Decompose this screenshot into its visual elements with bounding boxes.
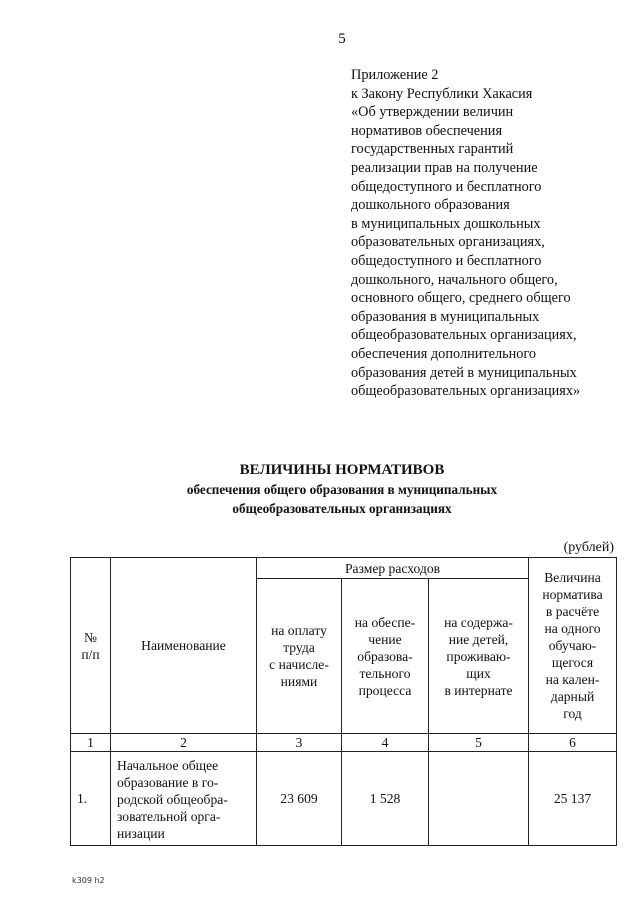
header-expenses-group: Размер расходов <box>257 558 529 579</box>
header-boarding-line: в интернате <box>444 682 513 698</box>
appendix-line: дошкольного, начального общего, <box>351 271 558 288</box>
row-name-line: низации <box>117 826 165 841</box>
appendix-line: дошкольного образования <box>351 197 510 214</box>
appendix-line: нормативов обеспечения <box>351 122 503 139</box>
header-boarding <box>429 579 529 734</box>
header-process-line: тельного <box>359 665 411 681</box>
header-norm-line: обучаю- <box>548 638 597 653</box>
header-norm-line: на одного <box>544 621 601 636</box>
header-boarding-line: проживаю- <box>446 648 511 664</box>
header-norm-line: щегося <box>551 655 594 670</box>
header-process <box>342 579 429 734</box>
header-labor-line: с начисле- <box>269 657 329 672</box>
norms-table <box>70 557 617 846</box>
unit-label: (рублей) <box>563 540 614 555</box>
appendix-block <box>351 66 631 401</box>
header-labor <box>257 579 342 734</box>
header-process-line: образова- <box>357 648 413 664</box>
header-labor-line: ниями <box>280 674 318 689</box>
header-norm-line: дарный <box>550 689 595 704</box>
appendix-line: образовательных организациях, <box>351 234 545 251</box>
row-boarding-value <box>429 752 529 846</box>
row-name-line: Начальное общее <box>117 758 219 773</box>
appendix-line: общеобразовательных организациях, <box>351 327 577 344</box>
appendix-line: Приложение 2 <box>351 67 439 83</box>
header-process-line: на обеспе- <box>354 614 416 630</box>
document-title: ВЕЛИЧИНЫ НОРМАТИВОВ <box>239 462 445 478</box>
appendix-line: к Закону Республики Хакасия <box>351 85 533 102</box>
header-norm-line: год <box>563 706 582 721</box>
header-norm-line: на кален- <box>545 672 600 687</box>
column-number-row <box>71 734 617 752</box>
header-norm-line: норматива <box>542 587 603 602</box>
row-name-line: образование в го- <box>117 775 219 790</box>
appendix-line: общедоступного и бесплатного <box>351 178 542 195</box>
column-number: 1 <box>71 734 111 752</box>
header-number-line: п/п <box>81 646 100 662</box>
table-row <box>71 752 617 846</box>
header-process-line: чение <box>368 631 402 647</box>
header-boarding-line: ние детей, <box>448 631 509 647</box>
row-name-line: зовательной орга- <box>117 809 221 824</box>
row-name-line: родской общеобра- <box>117 792 228 807</box>
column-number: 3 <box>257 734 342 752</box>
appendix-line: в муниципальных дошкольных <box>351 215 541 232</box>
footer-code: k309 h2 <box>72 876 105 885</box>
page-number: 5 <box>338 31 346 47</box>
column-number: 6 <box>529 734 617 752</box>
appendix-line: общедоступного и бесплатного <box>351 252 542 269</box>
header-name: Наименование <box>111 558 257 734</box>
header-number-line: № <box>84 629 97 645</box>
row-norm-value: 25 137 <box>529 752 617 846</box>
header-process-line: процесса <box>358 682 412 698</box>
appendix-line: общеобразовательных организациях» <box>351 383 581 400</box>
row-name <box>111 752 257 846</box>
appendix-line: образования детей в муниципальных <box>351 364 577 381</box>
header-norm <box>529 558 617 734</box>
row-labor-value: 23 609 <box>257 752 342 846</box>
row-process-value: 1 528 <box>342 752 429 846</box>
appendix-line: образования в муниципальных <box>351 308 540 325</box>
appendix-line: реализации прав на получение <box>351 159 538 176</box>
appendix-line: государственных гарантий <box>351 141 514 158</box>
appendix-line: «Об утверждении величин <box>351 104 514 121</box>
row-index: 1. <box>71 752 111 846</box>
header-labor-line: труда <box>283 640 315 655</box>
column-number: 4 <box>342 734 429 752</box>
header-norm-line: в расчёте <box>545 604 600 619</box>
column-number: 5 <box>429 734 529 752</box>
appendix-line: основного общего, среднего общего <box>351 290 571 307</box>
header-boarding-line: щих <box>466 665 491 681</box>
appendix-line: обеспечения дополнительного <box>351 345 537 362</box>
header-norm-line: Величина <box>544 570 601 585</box>
document-subtitle: обеспечения общего образования в муниципальных общеобразовательных организациях <box>186 482 498 516</box>
column-number: 2 <box>111 734 257 752</box>
header-boarding-line: на содержа- <box>444 614 513 630</box>
header-labor-line: на оплату <box>271 623 327 638</box>
table-header-row <box>71 558 617 579</box>
header-number <box>71 558 111 734</box>
